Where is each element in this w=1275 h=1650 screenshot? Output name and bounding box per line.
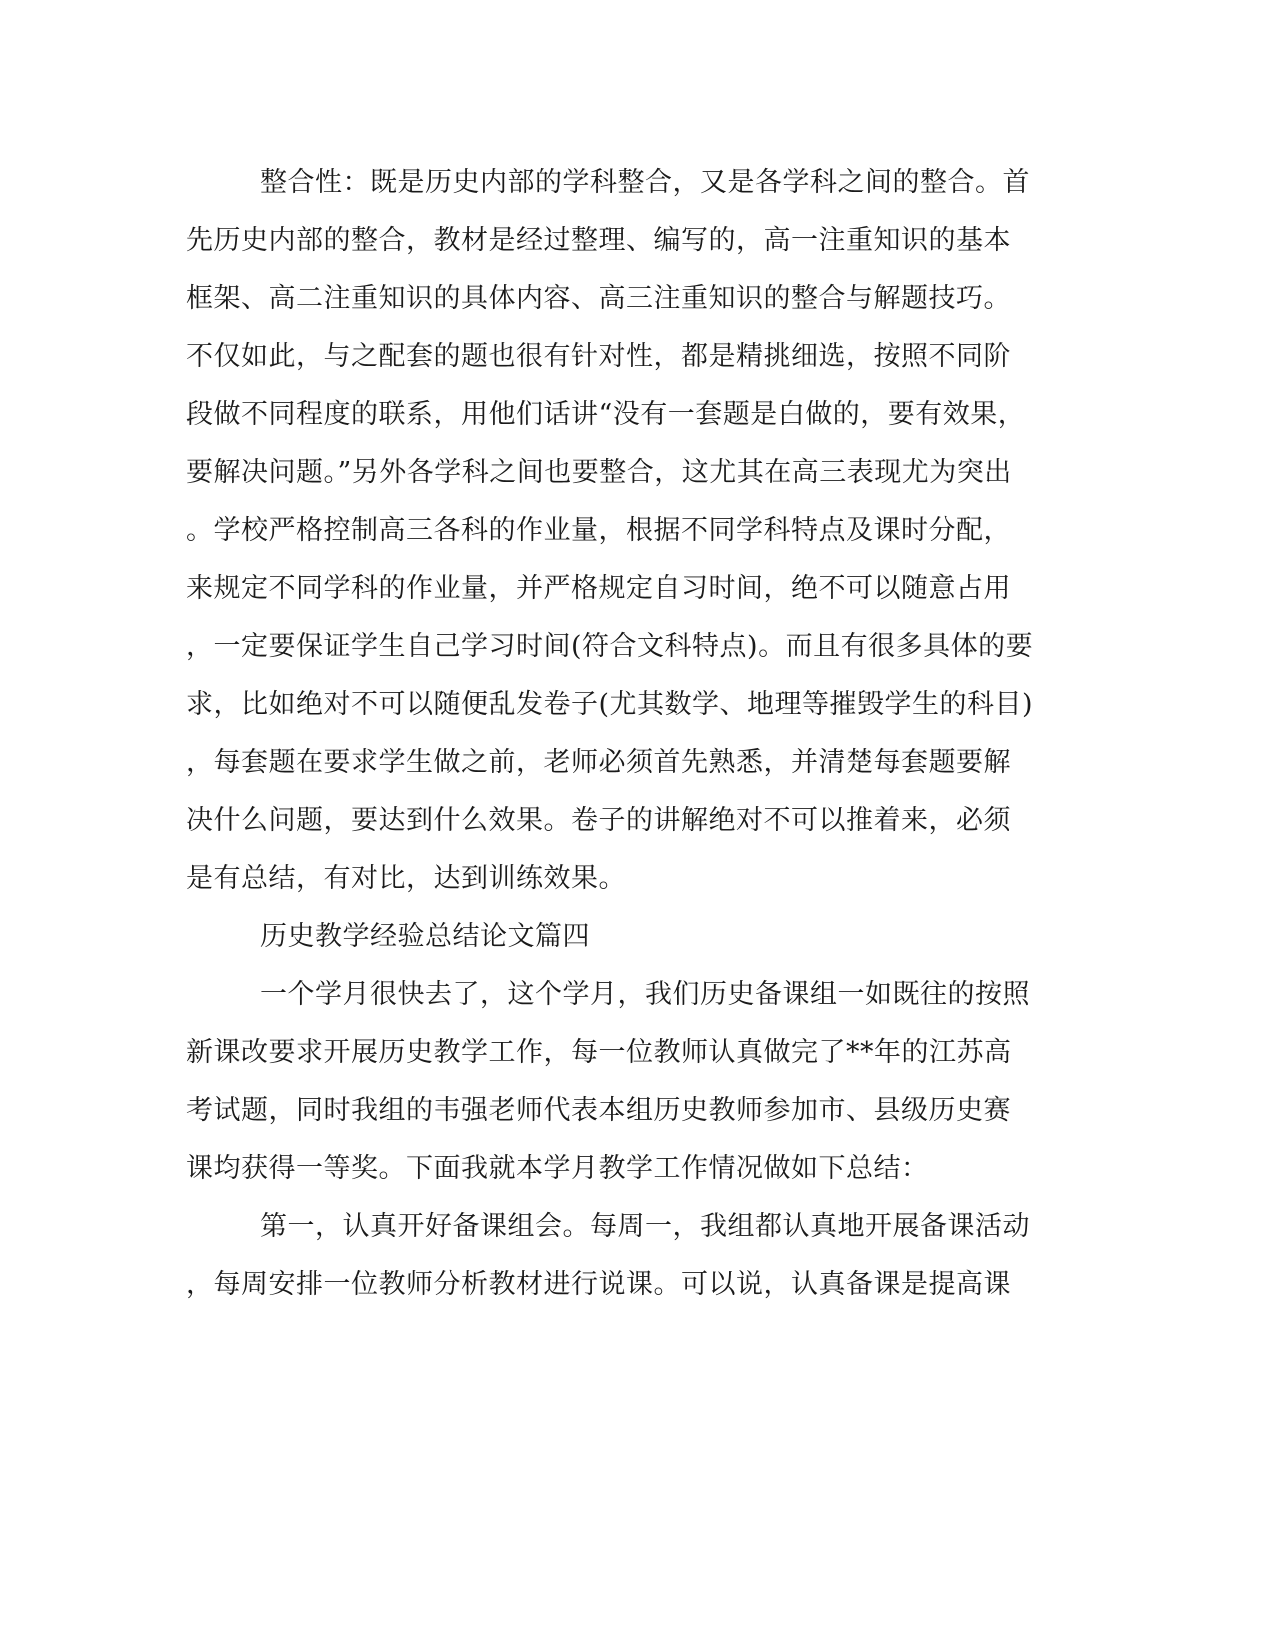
text-line: 段做不同程度的联系，用他们话讲“没有一套题是白做的，要有效果， bbox=[186, 399, 1026, 430]
text-line: 考试题，同时我组的韦强老师代表本组历史教师参加市、县级历史赛 bbox=[186, 1095, 1011, 1126]
text-line: 来规定不同学科的作业量，并严格规定自习时间，绝不可以随意占用 bbox=[186, 573, 1011, 604]
text-line: ，每周安排一位教师分析教材进行说课。可以说，认真备课是提高课 bbox=[186, 1269, 1011, 1300]
text-line: 课均获得一等奖。下面我就本学月教学工作情况做如下总结： bbox=[186, 1153, 929, 1184]
text-line: ，每套题在要求学生做之前，老师必须首先熟悉，并清楚每套题要解 bbox=[186, 747, 1011, 778]
text-line: 先历史内部的整合，教材是经过整理、编写的，高一注重知识的基本 bbox=[186, 225, 1011, 256]
text-line: ，一定要保证学生自己学习时间(符合文科特点)。而且有很多具体的要 bbox=[186, 631, 1034, 662]
section-heading: 历史教学经验总结论文篇四 bbox=[260, 921, 590, 952]
text-line: 要解决问题。”另外各学科之间也要整合，这尤其在高三表现尤为突出 bbox=[186, 457, 1012, 488]
text-line: 不仅如此，与之配套的题也很有针对性，都是精挑细选，按照不同阶 bbox=[186, 341, 1011, 372]
text-line: 决什么问题，要达到什么效果。卷子的讲解绝对不可以推着来，必须 bbox=[186, 805, 1011, 836]
text-line: 求，比如绝对不可以随便乱发卷子(尤其数学、地理等摧毁学生的科目) bbox=[186, 689, 1034, 720]
text-line: 框架、高二注重知识的具体内容、高三注重知识的整合与解题技巧。 bbox=[186, 283, 1011, 314]
text-line: 整合性：既是历史内部的学科整合，又是各学科之间的整合。首 bbox=[260, 167, 1030, 198]
text-line: 一个学月很快去了，这个学月，我们历史备课组一如既往的按照 bbox=[260, 979, 1030, 1010]
text-line: 。学校严格控制高三各科的作业量，根据不同学科特点及课时分配， bbox=[186, 515, 1011, 546]
text-line: 是有总结，有对比，达到训练效果。 bbox=[186, 863, 626, 894]
text-line: 新课改要求开展历史教学工作，每一位教师认真做完了**年的江苏高 bbox=[186, 1037, 1012, 1068]
text-line: 第一，认真开好备课组会。每周一，我组都认真地开展备课活动 bbox=[260, 1211, 1030, 1242]
